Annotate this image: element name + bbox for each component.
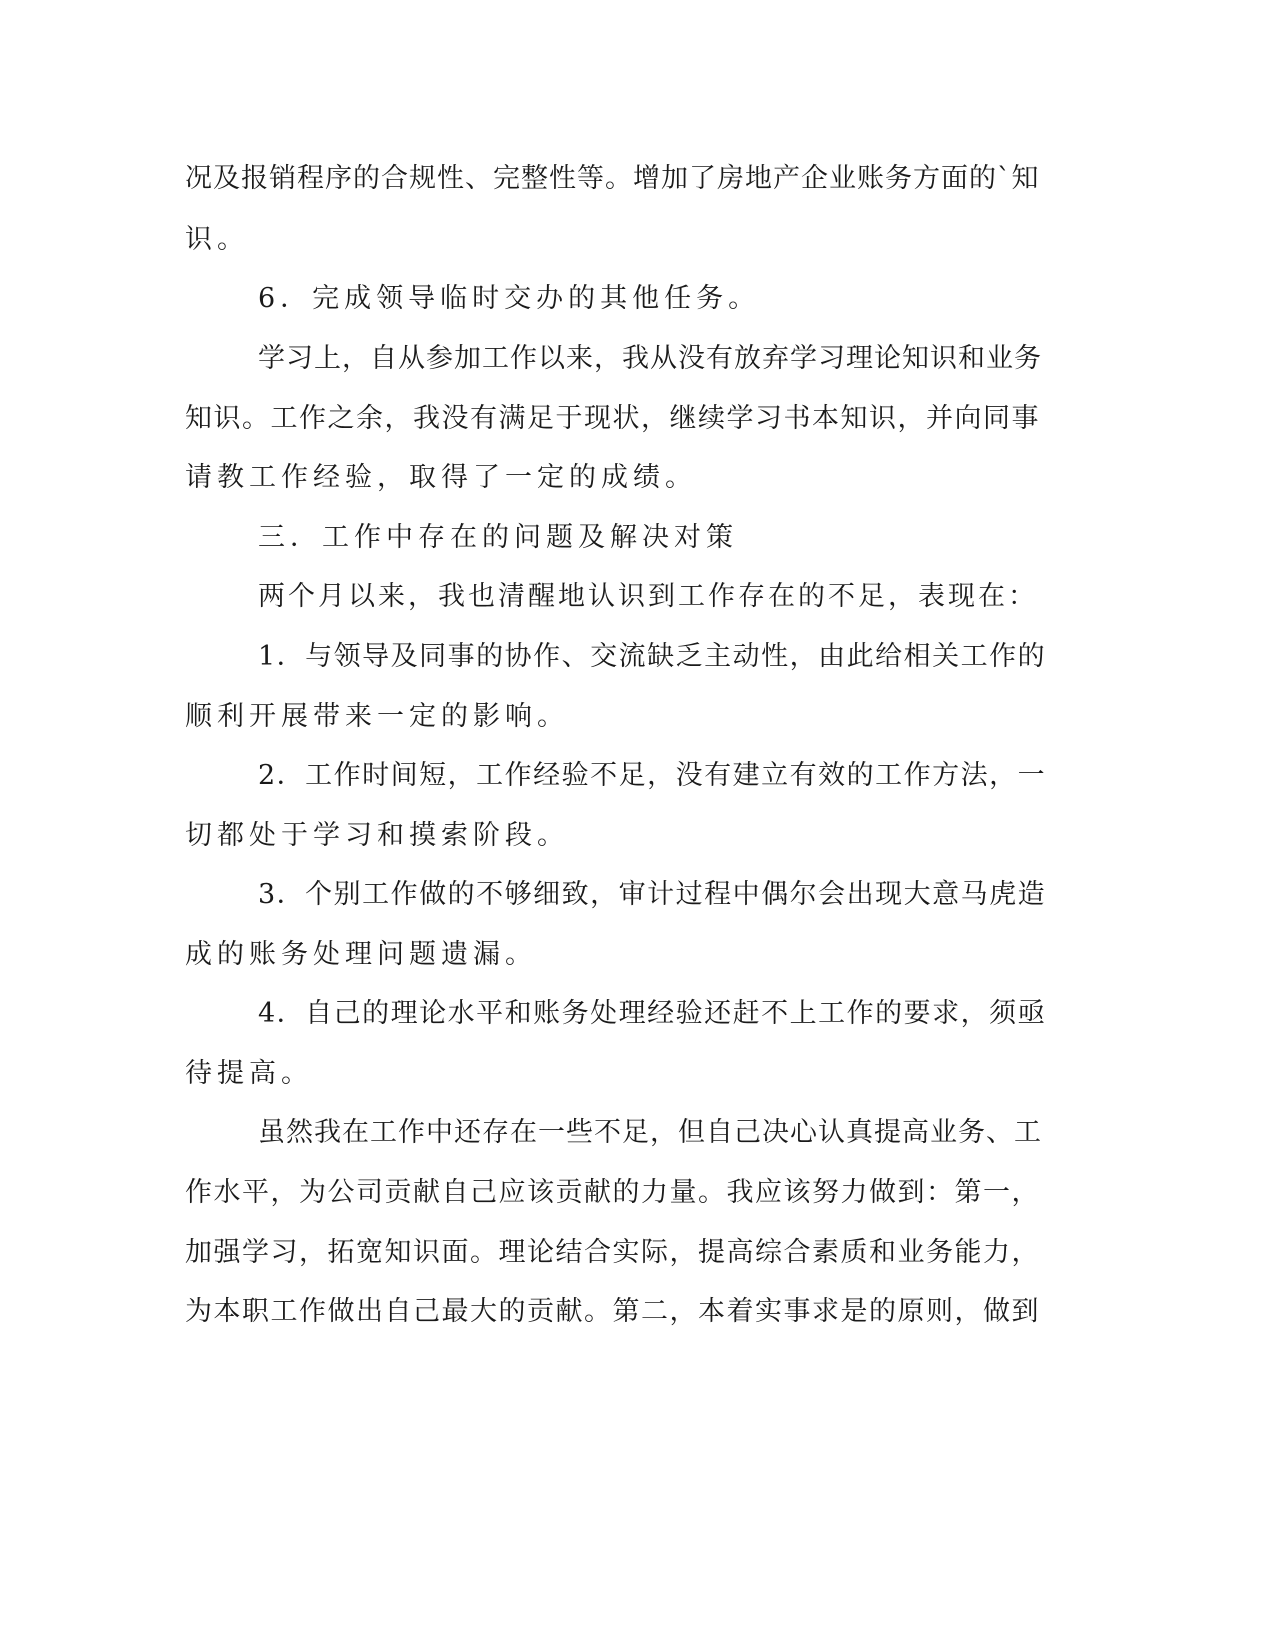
paragraph-start: 虽然我在工作中还存在一些不足，但自己决心认真提高业务、工 xyxy=(258,1117,1042,1148)
list-item: 6．完成领导临时交办的其他任务。 xyxy=(258,283,761,314)
list-item: 3．个别工作做的不够细致，审计过程中偶尔会出现大意马虎造 xyxy=(258,879,1047,910)
text-line: 顺利开展带来一定的影响。 xyxy=(185,701,569,732)
text-line: 加强学习，拓宽知识面。理论结合实际，提高综合素质和业务能力， xyxy=(185,1237,1040,1268)
text-line: 成的账务处理问题遗漏。 xyxy=(185,939,537,970)
section-heading: 三．工作中存在的问题及解决对策 xyxy=(258,522,738,553)
text-line: 待提高。 xyxy=(185,1058,313,1089)
text-line: 为本职工作做出自己最大的贡献。第二，本着实事求是的原则，做到 xyxy=(185,1296,1040,1327)
list-item: 4．自己的理论水平和账务处理经验还赶不上工作的要求，须亟 xyxy=(258,998,1047,1029)
text-line: 知识。工作之余，我没有满足于现状，继续学习书本知识，并向同事 xyxy=(185,403,1040,434)
paragraph-start: 学习上，自从参加工作以来，我从没有放弃学习理论知识和业务 xyxy=(258,343,1042,374)
text-line: 识。 xyxy=(185,224,249,255)
text-line: 请教工作经验，取得了一定的成绩。 xyxy=(185,462,697,493)
text-line: 切都处于学习和摸索阶段。 xyxy=(185,820,569,851)
text-line: 况及报销程序的合规性、完整性等。增加了房地产企业账务方面的`知 xyxy=(185,163,1040,194)
list-item: 1．与领导及同事的协作、交流缺乏主动性，由此给相关工作的 xyxy=(258,641,1047,672)
list-item: 2．工作时间短，工作经验不足，没有建立有效的工作方法，一 xyxy=(258,760,1047,791)
paragraph-start: 两个月以来，我也清醒地认识到工作存在的不足，表现在： xyxy=(258,581,1038,612)
text-line: 作水平，为公司贡献自己应该贡献的力量。我应该努力做到：第一， xyxy=(185,1177,1040,1208)
